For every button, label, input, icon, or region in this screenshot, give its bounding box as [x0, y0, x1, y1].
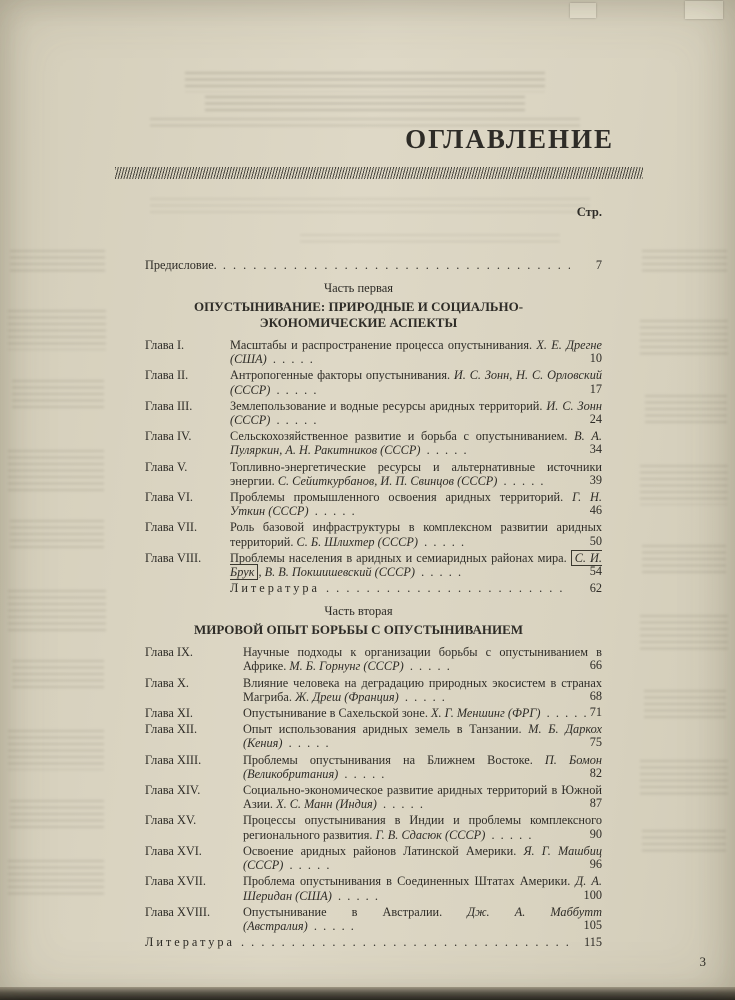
chapter-label: Глава V. — [145, 459, 188, 474]
chapter-authors: Я. Г. Машбиц (СССР) — [243, 843, 602, 873]
chapter-title: Опустынивание в Сахельской зоне. — [243, 706, 428, 721]
dot-leader — [540, 706, 586, 720]
chapter-authors: Х. С. Манн (Индия) — [276, 797, 377, 812]
chapter-authors: , В. В. Покшишевский (СССР) — [258, 565, 415, 580]
bleedthrough-texture — [12, 380, 104, 410]
toc-entry — [115, 338, 602, 366]
chapter-text — [230, 490, 602, 518]
chapter-title: Опыт использования аридных земель в Танзании. — [243, 722, 522, 737]
dot-leader — [418, 535, 464, 549]
bleedthrough-texture — [10, 800, 104, 828]
toc-content — [115, 0, 614, 950]
page-number: 90 — [589, 826, 602, 841]
part-kicker: Часть первая — [323, 281, 394, 295]
page-number: 50 — [589, 533, 602, 548]
chapter-authors: С. Б. Шлихтер (СССР) — [296, 534, 418, 549]
dot-leader — [404, 659, 450, 673]
chapter-text — [243, 905, 602, 933]
chapter-text — [243, 783, 602, 811]
chapter-title: Землепользование и водные ресурсы аридных территорий. — [230, 398, 543, 413]
chapter-title: Проблемы опустынивания на Ближнем Востоке. — [243, 752, 533, 767]
bleedthrough-texture — [10, 250, 105, 276]
page-number: 66 — [589, 658, 602, 673]
chapter-title: Масштабы и распространение процесса опустынивания. — [230, 338, 533, 352]
chapter-text — [243, 753, 602, 781]
page-title: ОГЛАВЛЕНИЕ — [405, 124, 614, 154]
chapter-text — [230, 520, 602, 548]
chapter-label: Глава VIII. — [145, 550, 202, 565]
dot-leader — [415, 565, 461, 579]
chapter-label: Глава VII. — [145, 520, 198, 535]
page-number: 10 — [589, 351, 602, 366]
chapter-authors: С. Сейиткурбанов, И. П. Свинцов (СССР) — [277, 473, 498, 488]
toc-entry — [115, 551, 602, 579]
chapter-text — [230, 399, 602, 427]
chapter-authors: Д. А. Шеридан (США) — [243, 874, 602, 903]
bleedthrough-texture — [8, 450, 104, 494]
toc-entry — [115, 676, 602, 704]
dot-leader — [241, 935, 570, 949]
page-number: 7 — [595, 258, 602, 272]
page-number: 100 — [583, 887, 602, 902]
page-number: 24 — [589, 412, 602, 427]
chapter-authors: И. С. Зонн, Н. С. Орловский (СССР) — [230, 368, 602, 397]
toc-entry — [115, 645, 602, 673]
toc-entry — [115, 368, 602, 396]
chapter-label: Глава XI. — [145, 706, 194, 721]
preface-label: Предисловие. — [145, 258, 217, 272]
dot-leader — [223, 258, 570, 272]
bleedthrough-texture — [640, 760, 728, 796]
chapter-authors: Х. Е. Дрегне (США) — [230, 338, 602, 367]
dot-leader — [377, 797, 423, 811]
paper-tab — [685, 1, 723, 19]
bleedthrough-texture — [8, 730, 104, 770]
bleedthrough-texture — [640, 320, 728, 358]
page-number: 82 — [589, 765, 602, 780]
page-number: 46 — [589, 503, 602, 518]
dot-leader — [308, 919, 354, 933]
chapter-text — [243, 645, 602, 673]
page-number: 62 — [589, 581, 602, 596]
chapter-title: Роль базовой инфраструктуры в комплексном развитии аридных территорий. — [230, 520, 602, 549]
chapter-authors: М. Б. Даркох (Кения) — [243, 722, 602, 751]
folio-page-number: 3 — [699, 954, 706, 969]
bleedthrough-texture — [12, 660, 104, 690]
toc-entry — [115, 844, 602, 872]
literature-label: Литература — [145, 935, 236, 950]
chapter-label: Глава XVII. — [145, 874, 206, 889]
toc-entry-preface — [115, 258, 602, 272]
page-number: 96 — [589, 857, 602, 872]
chapter-title: Освоение аридных районов Латинской Америки. — [243, 843, 517, 858]
decorative-hatched-rule — [115, 167, 643, 179]
dot-leader — [282, 736, 328, 750]
part-heading: МИРОВОЙ ОПЫТ БОРЬБЫ С ОПУСТЫНИВАНИЕМ — [193, 622, 524, 638]
page-number: 71 — [589, 705, 602, 720]
page-number: 39 — [589, 472, 602, 487]
page-number: 75 — [589, 735, 602, 750]
chapter-text — [230, 429, 602, 457]
chapter-text — [230, 368, 602, 396]
chapter-label: Глава VI. — [145, 490, 194, 505]
chapter-title: Антропогенные факторы опустынивания. — [230, 368, 451, 383]
dot-leader — [332, 889, 378, 903]
chapter-title: Социально-экономическое развитие аридных территорий в Южной Азии. — [243, 783, 602, 812]
toc-entry — [115, 813, 602, 841]
chapter-authors: Г. Н. Уткин (СССР) — [230, 490, 603, 519]
chapter-label: Глава X. — [145, 675, 189, 690]
bleedthrough-texture — [642, 830, 726, 856]
toc-entry — [115, 520, 602, 548]
chapter-label: Глава XII. — [145, 722, 198, 737]
chapter-text — [243, 722, 602, 750]
chapter-label: Глава I. — [145, 338, 185, 352]
chapter-label: Глава XIV. — [145, 783, 201, 798]
bleedthrough-texture — [8, 590, 106, 632]
dot-leader — [270, 413, 316, 427]
dot-leader — [420, 443, 466, 457]
chapter-label: Глава XV. — [145, 813, 197, 828]
bleedthrough-texture — [8, 310, 106, 350]
chapter-text — [243, 813, 602, 841]
scan-bottom-edge — [0, 987, 735, 1000]
chapter-text — [243, 706, 602, 720]
bleedthrough-texture — [8, 860, 104, 896]
bleedthrough-texture — [640, 615, 728, 653]
chapter-text — [243, 844, 602, 872]
chapter-authors: Г. В. Сдасюк (СССР) — [375, 827, 486, 842]
toc-entry-literature — [115, 581, 602, 595]
toc-entry — [115, 874, 602, 902]
page-number: 34 — [589, 442, 602, 457]
page-number: 115 — [584, 935, 602, 950]
chapter-text — [243, 874, 602, 902]
chapter-text — [230, 338, 602, 366]
dot-leader — [270, 383, 316, 397]
bleedthrough-texture — [640, 465, 728, 505]
chapter-label: Глава XIII. — [145, 752, 202, 767]
toc-entry — [115, 399, 602, 427]
chapter-text — [243, 676, 602, 704]
page-number: 54 — [589, 564, 602, 579]
dot-leader — [485, 828, 531, 842]
part-kicker: Часть вторая — [324, 604, 393, 619]
chapter-title: Влияние человека на деградацию природных экосистем в странах Магриба. — [243, 675, 602, 704]
chapter-label: Глава XVI. — [145, 843, 202, 858]
chapter-label: Глава XVIII. — [145, 904, 211, 919]
page-number: 68 — [589, 688, 602, 703]
chapter-title: Научные подходы к организации борьбы с опустыниванием в Африке. — [243, 645, 602, 674]
bleedthrough-texture — [645, 395, 727, 423]
dot-leader — [497, 474, 543, 488]
chapter-authors: П. Бомон (Великобритания) — [243, 752, 602, 781]
chapter-authors: Дж. А. Маббутт (Австралия) — [243, 904, 602, 933]
chapter-authors: В. А. Пуляркин, А. Н. Ракитников (СССР) — [230, 429, 602, 458]
chapter-authors: И. С. Зонн (СССР) — [230, 398, 602, 428]
chapter-title: Проблемы промышленного освоения аридных территорий. — [230, 490, 564, 505]
page-number: 17 — [589, 381, 602, 396]
toc-entry — [115, 753, 602, 781]
bleedthrough-texture — [642, 250, 727, 276]
page-number: 87 — [589, 796, 602, 811]
chapter-authors: Х. Г. Меншинг (ФРГ) — [430, 706, 541, 721]
page-column-header: Стр. — [576, 205, 602, 219]
chapter-label: Глава IX. — [145, 645, 194, 660]
chapter-title: Сельскохозяйственное развитие и борьба с опустыниванием. — [230, 429, 568, 444]
chapter-title: Топливно-энергетические ресурсы и альтернативные источники энергии. — [230, 459, 602, 488]
toc-entry — [115, 783, 602, 811]
chapter-title: Проблемы населения в аридных и семиаридных районах мира. — [230, 550, 567, 565]
toc-entry — [115, 460, 602, 488]
chapter-title: Процессы опустынивания в Индии и проблемы комплексного регионального развития. — [243, 813, 602, 842]
toc-entry — [115, 490, 602, 518]
chapter-label: Глава IV. — [145, 429, 192, 444]
chapter-title: Проблема опустынивания в Соединенных Штатах Америки. — [243, 874, 571, 889]
dot-leader — [399, 690, 445, 704]
dot-leader — [326, 581, 570, 595]
chapter-label: Глава III. — [145, 398, 193, 413]
boxed-author: С. И. Брук — [230, 550, 602, 580]
dot-leader — [309, 504, 355, 518]
toc-entry-literature — [115, 935, 602, 949]
literature-label: Литература — [230, 581, 321, 596]
dot-leader — [267, 352, 313, 366]
bleedthrough-texture — [644, 690, 726, 718]
dot-leader — [338, 767, 384, 781]
dot-leader — [283, 858, 329, 872]
chapter-title: Опустынивание в Австралии. — [243, 904, 443, 919]
part-heading: ОПУСТЫНИВАНИЕ: ПРИРОДНЫЕ И СОЦИАЛЬНО-ЭКОНОМИЧЕСКИЕ АСПЕКТЫ — [193, 299, 524, 330]
toc-entry — [115, 722, 602, 750]
chapter-label: Глава II. — [145, 368, 189, 383]
toc-entry — [115, 429, 602, 457]
chapter-authors: Ж. Дреш (Франция) — [295, 689, 399, 704]
chapter-text — [230, 551, 602, 579]
bleedthrough-texture — [10, 520, 104, 550]
page-number: 105 — [583, 917, 602, 932]
chapter-text — [230, 460, 602, 488]
toc-entry — [115, 706, 602, 720]
chapter-authors: М. Б. Горнунг (СССР) — [289, 659, 404, 674]
toc-entry — [115, 905, 602, 933]
bleedthrough-texture — [642, 545, 726, 575]
